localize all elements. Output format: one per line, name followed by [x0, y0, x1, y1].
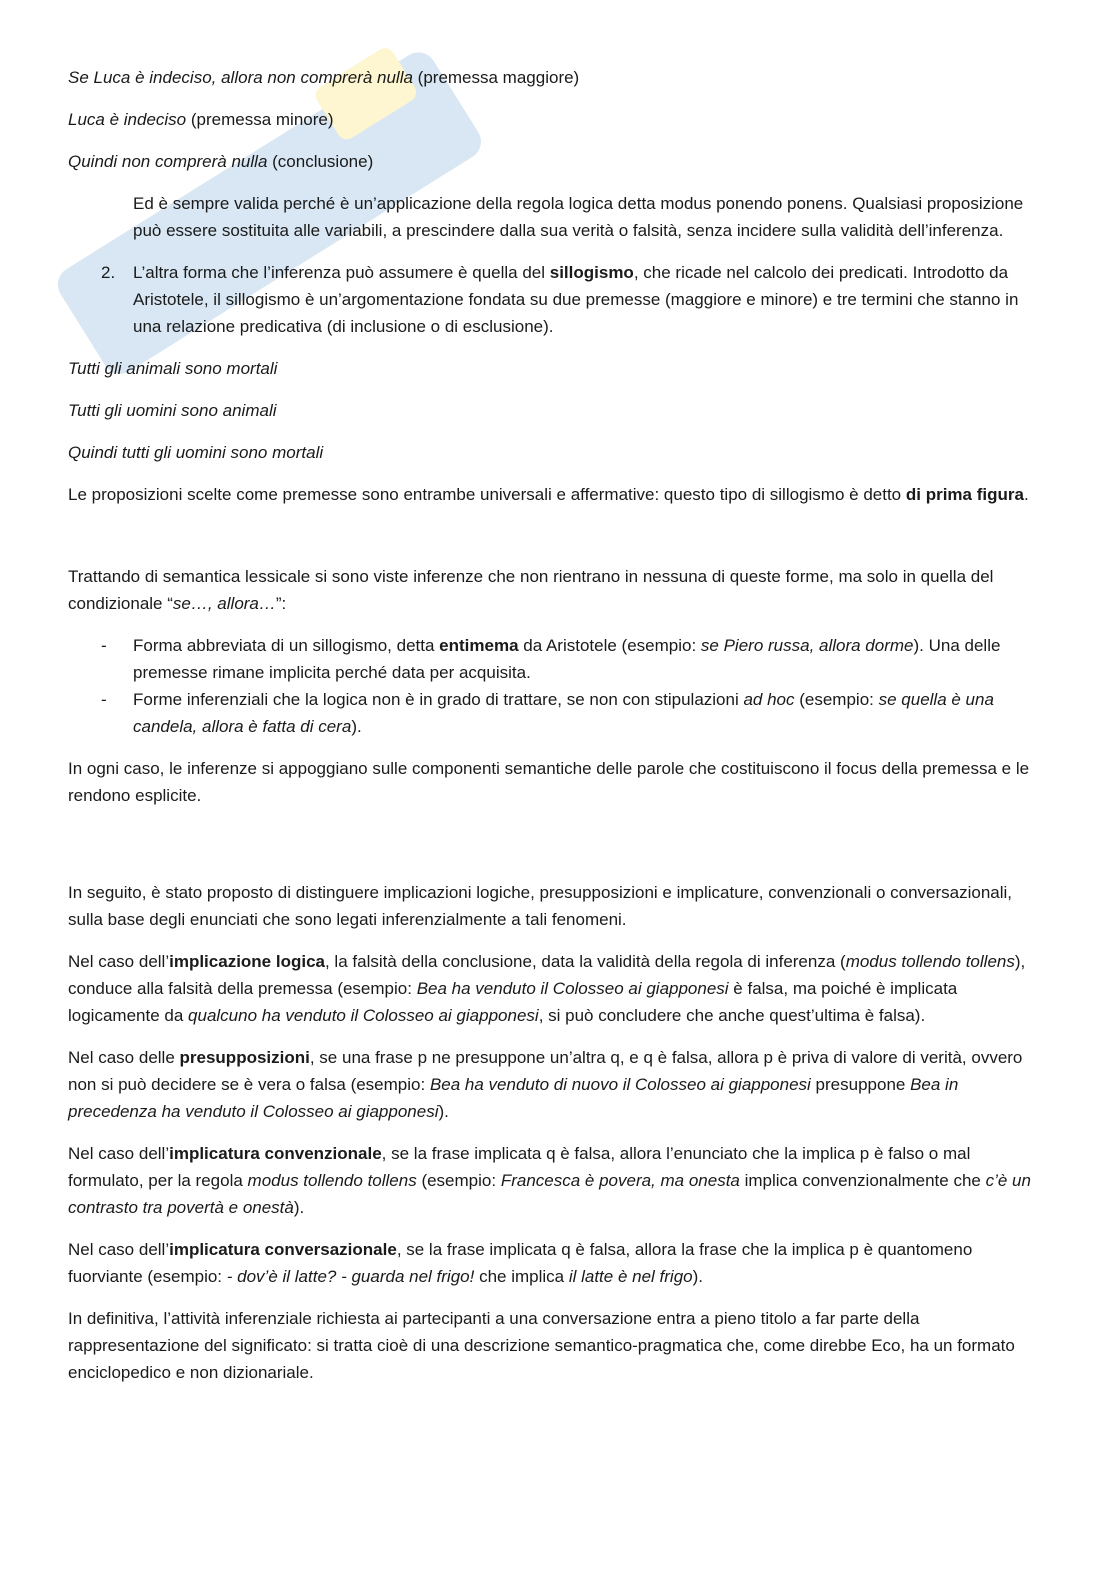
syllogism-example-2: Tutti gli uomini sono animali — [68, 401, 277, 420]
in-ogni-caso-paragraph: In ogni caso, le inferenze si appoggiano sulle componenti semantiche delle parole che costituiscono il focus della premessa e le rendono esplicite. — [68, 759, 1030, 805]
implicazione-logica-paragraph: Nel caso dell’implicazione logica, la falsità della conclusione, data la validità della regola di inferenza (modus tollendo tollens), conduce alla falsità della premessa (esempio: Bea ha venduto il Colosseo ai giapponesi è falsa, ma poiché è implicata logicamente da qualcuno ha venduto il Colosseo ai giapponesi, si può concludere che anche quest’ultima è falsa). — [68, 952, 1026, 1025]
document-page — [68, 64, 1048, 1401]
conclusione: Quindi non comprerà nulla (conclusione) — [68, 152, 374, 171]
dash-list — [68, 632, 1048, 740]
syllogism-example-3: Quindi tutti gli uomini sono mortali — [68, 443, 324, 462]
in-seguito-paragraph: In seguito, è stato proposto di distinguere implicazioni logiche, presupposizioni e implicature, convenzionali o conversazionali, sulla base degli enunciati che sono legati inferenzialmente a tali fenomeni. — [68, 883, 1013, 929]
lexical-semantics-paragraph: Trattando di semantica lessicale si sono viste inferenze che non rientrano in nessuna di queste forme, ma solo in quella del condizionale “se…, allora…”: — [68, 567, 994, 613]
premessa-minore: Luca è indeciso (premessa minore) — [68, 110, 334, 129]
premessa-maggiore: Se Luca è indeciso, allora non comprerà nulla (premessa maggiore) — [68, 68, 580, 87]
implicatura-convenzionale-paragraph: Nel caso dell’implicatura convenzionale, se la frase implicata q è falsa, allora l’enunciato che la implica p è falso o mal formulato, per la regola modus tollendo tollens (esempio: Francesca è povera, ma onesta implica convenzionalmente che c’è un contrasto tra povertà e onestà). — [68, 1144, 1031, 1217]
in-definitiva-paragraph: In definitiva, l’attività inferenziale richiesta ai partecipanti a una conversazione entra a pieno titolo a far parte della rappresentazione del significato: si tratta cioè di una descrizione semantico-pragmatica che, come direbbe Eco, ha un formato enciclopedico e non dizionariale. — [68, 1309, 1015, 1382]
first-figure-paragraph: Le proposizioni scelte come premesse sono entrambe universali e affermative: questo tipo di sillogismo è detto di prima figura. — [68, 485, 1029, 504]
modus-ponens-explanation: Ed è sempre valida perché è un’applicazione della regola logica detta modus ponendo ponens. Qualsiasi proposizione può essere sostituita alle variabili, a prescindere dalla sua verità o falsità, senza incidere sulla validità dell’inferenza. — [133, 194, 1024, 240]
list-number: 2. — [101, 263, 116, 282]
presupposizioni-paragraph: Nel caso delle presupposizioni, se una frase p ne presuppone un’altra q, e q è falsa, allora p è priva di valore di verità, ovvero non si può decidere se è vera o falsa (esempio: Bea ha venduto di nuovo il Colosseo ai giapponesi presuppone Bea in precedenza ha venduto il Colosseo ai giapponesi). — [68, 1048, 1023, 1121]
implicatura-conversazionale-paragraph: Nel caso dell’implicatura conversazionale, se la frase implicata q è falsa, allora la frase che la implica p è quantomeno fuorviante (esempio: - dov’è il latte? - guarda nel frigo! che implica il latte è nel frigo). — [68, 1240, 973, 1286]
list-item: - Forma abbreviata di un sillogismo, detta entimema da Aristotele (esempio: se Piero russa, allora dorme). Una delle premesse rimane implicita perché data per acquisita. — [101, 636, 1001, 682]
list-item: - Forme inferenziali che la logica non è in grado di trattare, se non con stipulazioni ad hoc (esempio: se quella è una candela, allora è fatta di cera). — [101, 690, 994, 736]
syllogism-example-1: Tutti gli animali sono mortali — [68, 359, 278, 378]
numbered-item-sillogismo: 2. L’altra forma che l’inferenza può assumere è quella del sillogismo, che ricade nel calcolo dei predicati. Introdotto da Aristotele, il sillogismo è un’argomentazione fondata su due premesse (maggiore e minore) e tre termini che stanno in una relazione predicativa (di inclusione o di esclusione). — [68, 259, 1048, 340]
